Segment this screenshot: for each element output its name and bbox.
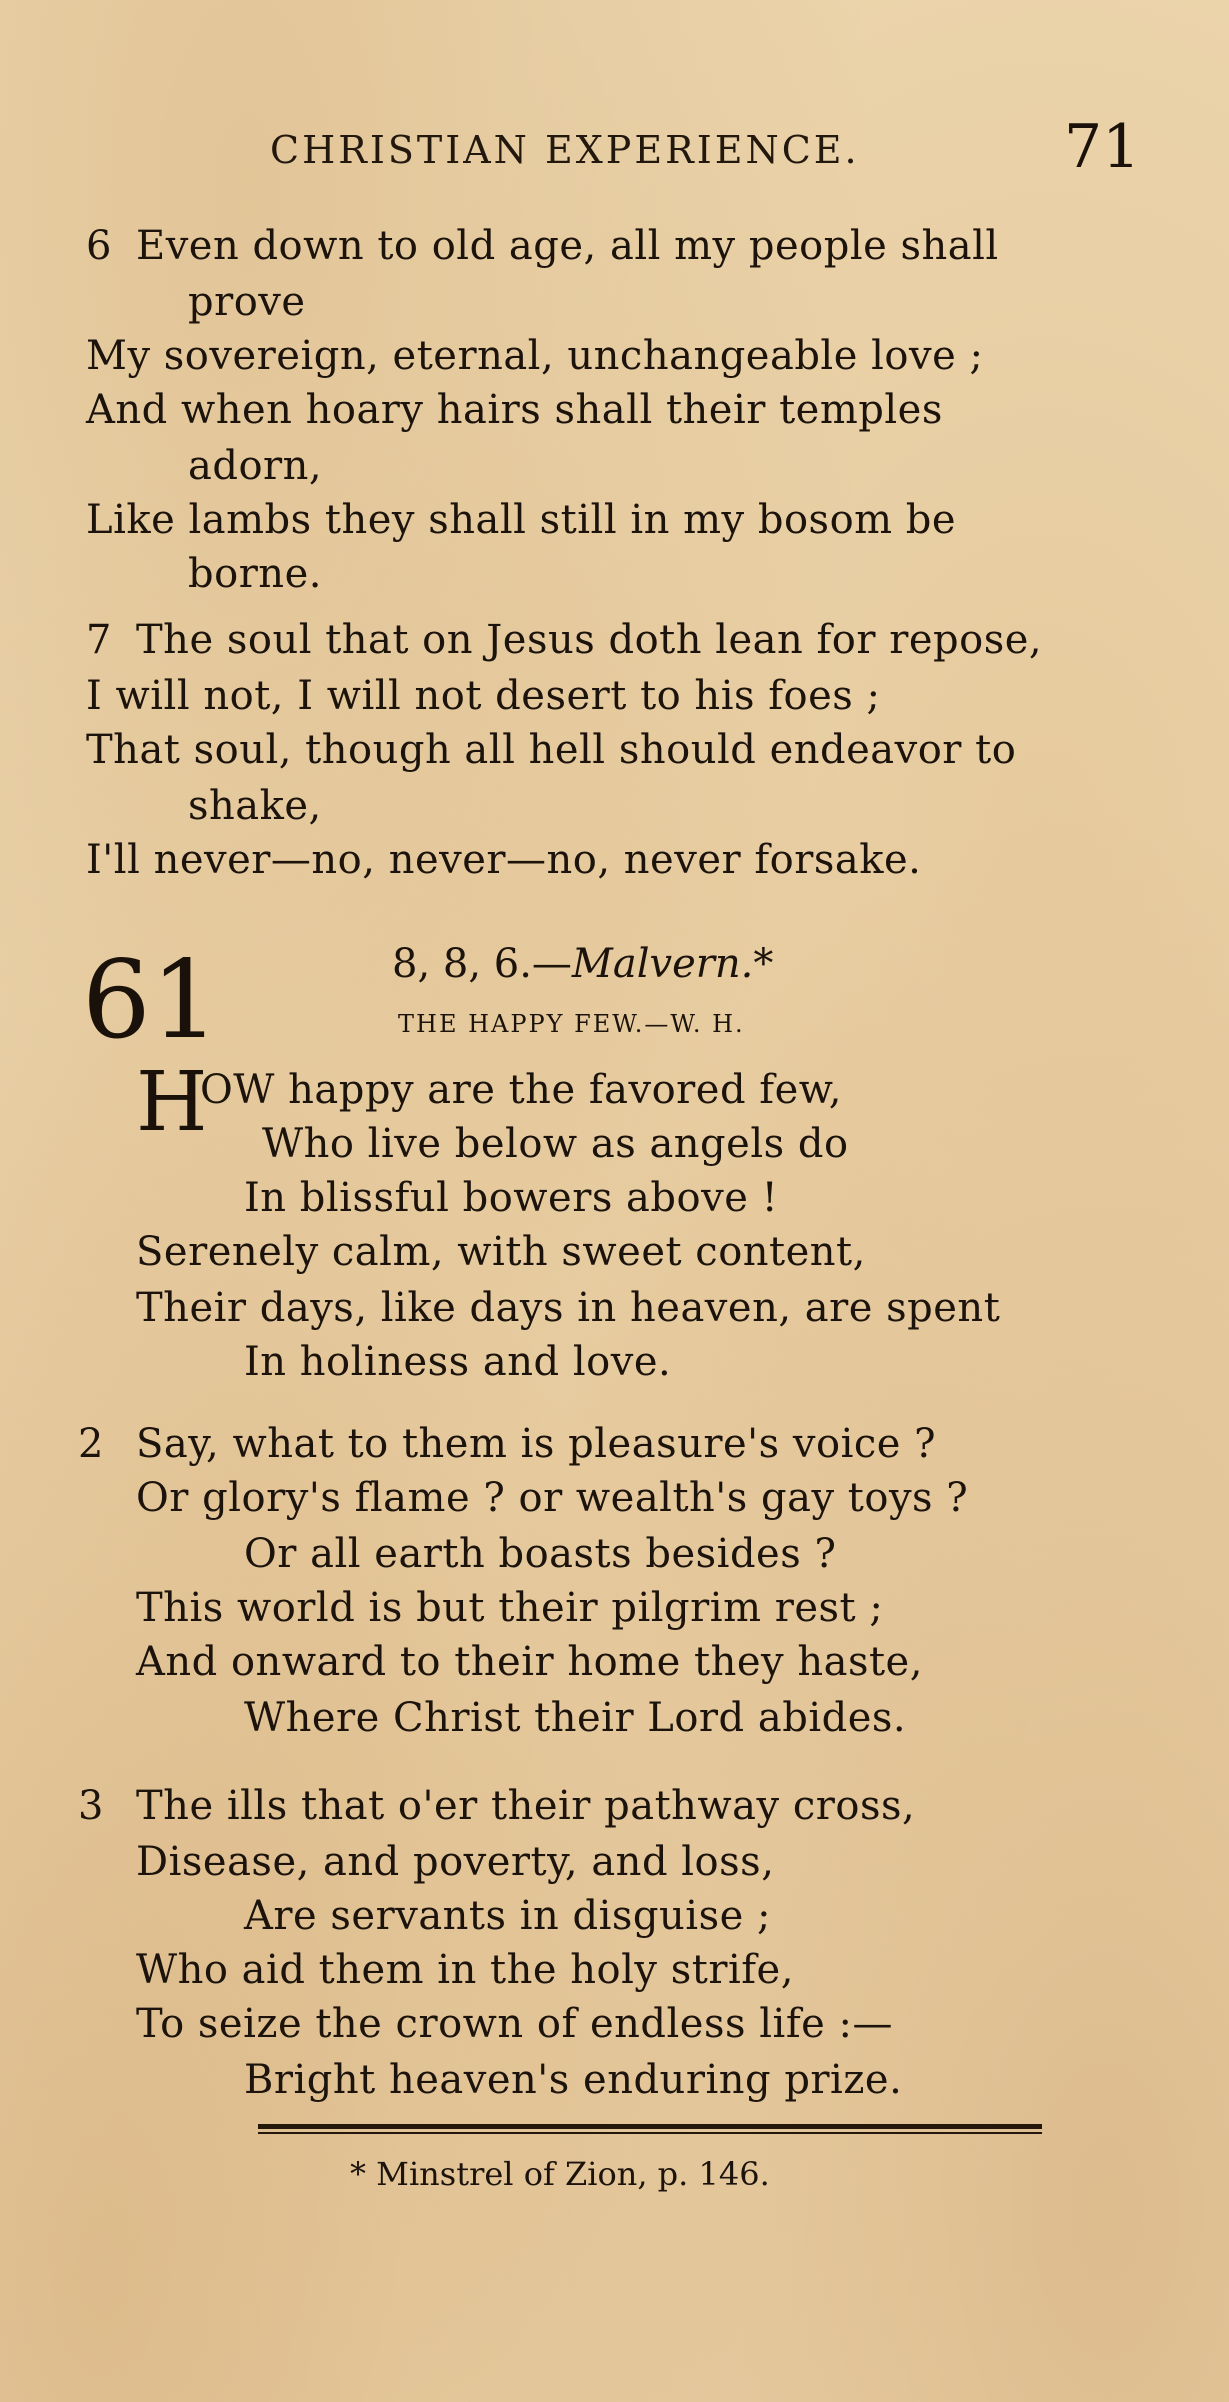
verse-line: Disease, and poverty, and loss, (136, 1839, 775, 1885)
verse-line: borne. (188, 551, 322, 597)
tune-name: Malvern.* (571, 941, 774, 987)
verse-line: adorn, (188, 443, 323, 489)
verse-line: In blissful bowers above ! (244, 1175, 779, 1221)
footnote: * Minstrel of Zion, p. 146. (350, 2155, 770, 2193)
verse-line: shake, (188, 783, 322, 829)
verse-line: I'll never—no, never—no, never forsake. (86, 837, 922, 883)
verse-line: prove (188, 279, 306, 325)
page-number: 71 (1064, 112, 1141, 182)
verse-line: Are servants in disguise ; (244, 1893, 771, 1939)
verse-line: Serenely calm, with sweet content, (136, 1229, 866, 1275)
verse-line: Who aid them in the holy strife, (136, 1947, 794, 1993)
verse-line: Even down to old age, all my people shall (136, 223, 999, 269)
verse-line: And onward to their home they haste, (136, 1639, 923, 1685)
verse-line: Where Christ their Lord abides. (244, 1695, 907, 1741)
footnote-rule-thin (258, 2132, 1042, 2134)
drop-cap: H (136, 1055, 208, 1150)
hymn-meter (392, 936, 773, 992)
verse-line: Who live below as angels do (262, 1121, 849, 1167)
verse-line: Or glory's flame ? or wealth's gay toys ? (136, 1475, 969, 1521)
verse-number: 2 (78, 1421, 104, 1467)
footnote-rule (258, 2124, 1042, 2129)
verse-number: 3 (78, 1783, 104, 1829)
verse-line: Or all earth boasts besides ? (244, 1531, 837, 1577)
verse-line: To seize the crown of endless life :— (136, 2001, 893, 2047)
verse-line: That soul, though all hell should endeavor to (86, 727, 1017, 773)
verse-line: The ills that o'er their pathway cross, (136, 1783, 916, 1829)
running-head: CHRISTIAN EXPERIENCE. (270, 128, 860, 172)
verse-line: I will not, I will not desert to his foes ; (86, 673, 881, 719)
verse-line: And when hoary hairs shall their temples (86, 387, 943, 433)
verse-line: Like lambs they shall still in my bosom be (86, 497, 957, 543)
meter-text: 8, 8, 6.— (392, 941, 572, 987)
verse-line: Say, what to them is pleasure's voice ? (136, 1421, 937, 1467)
verse-line: This world is but their pilgrim rest ; (136, 1585, 884, 1631)
verse-line: Bright heaven's enduring prize. (244, 2057, 903, 2103)
verse-number: 6 (86, 223, 112, 269)
verse-number: 7 (86, 617, 112, 663)
verse-line: My sovereign, eternal, unchangeable love ; (86, 333, 984, 379)
verse-line: The soul that on Jesus doth lean for repose, (136, 617, 1043, 663)
verse-line: Their days, like days in heaven, are spent (136, 1285, 1001, 1331)
verse-line: In holiness and love. (244, 1339, 672, 1385)
hymn-subtitle: THE HAPPY FEW.—W. H. (398, 1010, 745, 1038)
verse-line: OW happy are the favored few, (200, 1067, 842, 1113)
hymn-number: 61 (82, 938, 220, 1063)
